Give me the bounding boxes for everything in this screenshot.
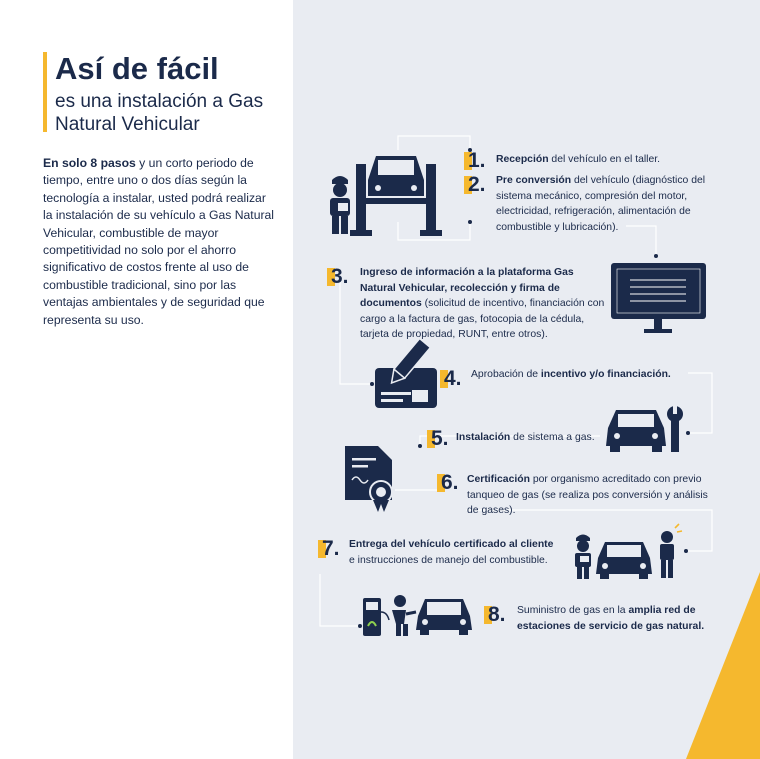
step-8-number: 8. [488,604,506,626]
step-6-text: Certificación por organismo acreditado con previo tanqueo de gas (se realiza pos conversión y análisis de gases). [467,474,708,517]
car-icon [416,599,472,635]
accent-triangle [686,572,760,759]
page-subtitle: es una instalación a Gas Natural Vehicular [55,91,264,135]
step-7-number: 7. [322,538,340,560]
monitor-icon [611,263,706,333]
title-accent-bar [43,52,47,132]
step-6-number: 6. [441,472,459,494]
step-3-number: 3. [331,266,349,288]
step-2-number: 2. [468,174,486,196]
delivery-icon [575,524,682,579]
car-lift-icon [350,156,442,236]
mechanic-icon [330,176,350,234]
certificate-icon [345,446,392,512]
step-4-number: 4. [444,368,462,390]
step-1-number: 1. [468,150,486,172]
document-pen-icon [375,339,437,408]
step-7-text: Entrega del vehículo certificado al cliente e instrucciones de manejo del combustible. [349,539,554,566]
page-title: Así de fácil [55,51,219,86]
step-5-number: 5. [431,428,449,450]
step-2-text: Pre conversión del vehículo (diagnóstico del sistema mecánico, compresión del motor, electricidad, refrigeración, alimentación de combustible y lubricación). [496,175,706,233]
intro-lead: En solo 8 pasos [43,156,136,170]
intro-paragraph [43,155,275,329]
step-4-text: Aprobación de incentivo y/o financiación. [471,369,671,380]
step-3-text: Ingreso de información a la plataforma Gas Natural Vehicular, recolección y firma de documentos (solicitud de incentivo, financiación con cargo a la factura de gas, fotocopia de la cédula, tarjeta de propiedad, RUNT, entre otros). [360,267,605,341]
intro-body: y un corto periodo de tiempo, entre uno o dos días según la tecnología a instalar, usted podrá realizar la instalación de su vehículo a Gas Natural Vehicular, combustible de mayor competitividad no solo por el ahorro significativo de costos frente al uso de combustible tradicional, sino por las ventajas ambientales y de seguridad que representa su uso. [43,156,275,327]
car-wrench-icon [606,406,683,452]
step-8-text: Suministro de gas en la amplia red de estaciones de servicio de gas natural. [517,605,705,632]
step-5-text: Instalación de sistema a gas. [456,432,595,443]
step-1-text: Recepción del vehículo en el taller. [496,154,661,165]
fuel-station-icon [363,595,416,636]
